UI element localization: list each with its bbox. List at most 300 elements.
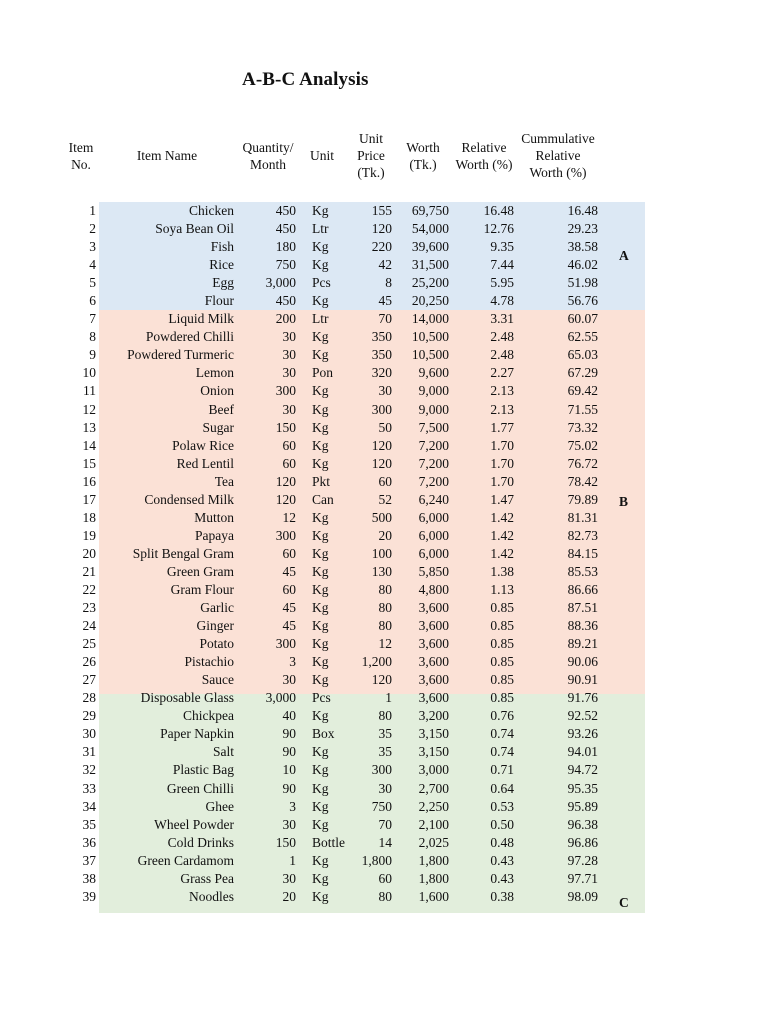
quantity-cell: 60 xyxy=(282,581,296,597)
worth-cell: 39,600 xyxy=(411,239,449,255)
item-number-cell: 35 xyxy=(82,816,96,832)
worth-cell: 6,000 xyxy=(418,545,449,561)
worth-cell: 31,500 xyxy=(411,257,449,273)
class-c-label: C xyxy=(619,895,629,910)
quantity-cell: 30 xyxy=(282,329,296,345)
relative-worth-cell: 0.85 xyxy=(490,690,514,706)
header-quantity: Quantity/ Month xyxy=(242,140,294,172)
relative-worth-cell: 2.48 xyxy=(490,347,514,363)
quantity-cell: 45 xyxy=(282,618,296,634)
unit-cell: Kg xyxy=(312,401,329,417)
table-row xyxy=(0,328,768,346)
unit-price-cell: 750 xyxy=(371,798,392,814)
item-name-cell: Green Chilli xyxy=(166,780,234,796)
cumulative-worth-cell: 96.86 xyxy=(567,834,598,850)
relative-worth-cell: 0.85 xyxy=(490,600,514,616)
table-row xyxy=(0,617,768,635)
item-number-cell: 24 xyxy=(82,618,96,634)
table-row xyxy=(0,310,768,328)
table-row xyxy=(0,491,768,509)
worth-cell: 20,250 xyxy=(411,293,449,309)
item-name-cell: Cold Drinks xyxy=(167,834,234,850)
item-name-cell: Ginger xyxy=(196,618,234,634)
item-number-cell: 4 xyxy=(89,257,96,273)
unit-price-cell: 30 xyxy=(378,383,392,399)
cumulative-worth-cell: 92.52 xyxy=(567,708,598,724)
unit-price-cell: 45 xyxy=(378,293,392,309)
quantity-cell: 450 xyxy=(275,203,296,218)
item-name-cell: Pistachio xyxy=(184,654,234,670)
item-name-cell: Tea xyxy=(214,473,234,489)
table-row xyxy=(0,346,768,364)
unit-cell: Kg xyxy=(312,654,329,670)
worth-cell: 54,000 xyxy=(411,221,449,237)
quantity-cell: 3,000 xyxy=(265,275,296,291)
quantity-cell: 90 xyxy=(282,780,296,796)
item-name-cell: Fish xyxy=(210,239,234,255)
item-name-cell: Wheel Powder xyxy=(154,816,234,832)
item-number-cell: 38 xyxy=(82,870,96,886)
cumulative-worth-cell: 93.26 xyxy=(567,726,598,742)
quantity-cell: 12 xyxy=(282,509,296,525)
quantity-cell: 1 xyxy=(289,852,296,868)
cumulative-worth-cell: 89.21 xyxy=(567,636,598,652)
quantity-cell: 200 xyxy=(275,311,296,327)
cumulative-worth-cell: 71.55 xyxy=(567,401,598,417)
relative-worth-cell: 1.77 xyxy=(490,419,514,435)
item-name-cell: Chicken xyxy=(189,203,234,218)
relative-worth-cell: 1.70 xyxy=(490,455,514,471)
item-number-cell: 32 xyxy=(82,762,96,778)
cumulative-worth-cell: 96.38 xyxy=(567,816,598,832)
unit-price-cell: 12 xyxy=(378,636,392,652)
cumulative-worth-cell: 65.03 xyxy=(567,347,598,363)
cumulative-worth-cell: 84.15 xyxy=(567,545,598,561)
item-number-cell: 22 xyxy=(82,581,96,597)
table-row xyxy=(0,382,768,400)
unit-price-cell: 320 xyxy=(371,365,392,381)
cumulative-worth-cell: 97.28 xyxy=(567,852,598,868)
quantity-cell: 300 xyxy=(275,636,296,652)
table-row xyxy=(0,364,768,382)
cumulative-worth-cell: 86.66 xyxy=(567,581,598,597)
table-row xyxy=(0,274,768,292)
unit-price-cell: 1 xyxy=(385,690,392,706)
table-row xyxy=(0,563,768,581)
cumulative-worth-cell: 75.02 xyxy=(567,437,598,453)
unit-price-cell: 35 xyxy=(378,744,392,760)
item-name-cell: Polaw Rice xyxy=(172,437,234,453)
table-row xyxy=(0,852,768,870)
cumulative-worth-cell: 56.76 xyxy=(567,293,598,309)
relative-worth-cell: 2.48 xyxy=(490,329,514,345)
table-row xyxy=(0,743,768,761)
class-a-label: A xyxy=(619,248,629,263)
quantity-cell: 60 xyxy=(282,437,296,453)
cumulative-worth-cell: 29.23 xyxy=(567,221,598,237)
item-number-cell: 7 xyxy=(89,311,96,327)
item-number-cell: 15 xyxy=(82,455,96,471)
worth-cell: 1,800 xyxy=(418,852,449,868)
cumulative-worth-cell: 87.51 xyxy=(567,600,598,616)
unit-cell: Kg xyxy=(312,203,329,218)
item-name-cell: Onion xyxy=(200,383,234,399)
unit-price-cell: 70 xyxy=(378,816,392,832)
quantity-cell: 300 xyxy=(275,527,296,543)
item-name-cell: Mutton xyxy=(194,509,234,525)
unit-price-cell: 130 xyxy=(371,563,392,579)
relative-worth-cell: 5.95 xyxy=(490,275,514,291)
item-number-cell: 1 xyxy=(89,203,96,218)
cumulative-worth-cell: 95.35 xyxy=(567,780,598,796)
quantity-cell: 40 xyxy=(282,708,296,724)
table-row xyxy=(0,599,768,617)
item-name-cell: Powdered Turmeric xyxy=(127,347,234,363)
table-row xyxy=(0,707,768,725)
worth-cell: 3,600 xyxy=(418,654,449,670)
quantity-cell: 3,000 xyxy=(265,690,296,706)
worth-cell: 7,200 xyxy=(418,473,449,489)
unit-price-cell: 120 xyxy=(371,221,392,237)
relative-worth-cell: 0.43 xyxy=(490,870,514,886)
item-name-cell: Green Gram xyxy=(166,563,234,579)
item-name-cell: Beef xyxy=(208,401,234,417)
worth-cell: 25,200 xyxy=(411,275,449,291)
item-name-cell: Gram Flour xyxy=(170,581,234,597)
item-name-cell: Soya Bean Oil xyxy=(155,221,234,237)
item-number-cell: 30 xyxy=(82,726,96,742)
quantity-cell: 30 xyxy=(282,870,296,886)
quantity-cell: 30 xyxy=(282,347,296,363)
unit-cell: Kg xyxy=(312,852,329,868)
cumulative-worth-cell: 51.98 xyxy=(567,275,598,291)
unit-price-cell: 80 xyxy=(378,708,392,724)
quantity-cell: 120 xyxy=(275,473,296,489)
unit-cell: Kg xyxy=(312,545,329,561)
quantity-cell: 150 xyxy=(275,419,296,435)
item-number-cell: 25 xyxy=(82,636,96,652)
header-worth: Worth (Tk.) xyxy=(406,140,440,172)
table-row xyxy=(0,202,768,220)
unit-price-cell: 120 xyxy=(371,672,392,688)
item-number-cell: 21 xyxy=(82,563,96,579)
unit-price-cell: 155 xyxy=(371,203,392,218)
header-unit-price: Unit Price (Tk.) xyxy=(357,131,385,180)
quantity-cell: 60 xyxy=(282,545,296,561)
header-item-name: Item Name xyxy=(136,148,198,163)
worth-cell: 2,700 xyxy=(418,780,449,796)
quantity-cell: 45 xyxy=(282,600,296,616)
item-name-cell: Lemon xyxy=(195,365,234,381)
unit-cell: Kg xyxy=(312,708,329,724)
item-name-cell: Garlic xyxy=(200,600,234,616)
item-number-cell: 16 xyxy=(82,473,96,489)
worth-cell: 4,800 xyxy=(418,581,449,597)
unit-cell: Kg xyxy=(312,257,329,273)
worth-cell: 10,500 xyxy=(411,347,449,363)
table-row xyxy=(0,419,768,437)
cumulative-worth-cell: 69.42 xyxy=(567,383,598,399)
unit-cell: Kg xyxy=(312,672,329,688)
relative-worth-cell: 0.50 xyxy=(490,816,514,832)
unit-cell: Kg xyxy=(312,816,329,832)
quantity-cell: 150 xyxy=(275,834,296,850)
cumulative-worth-cell: 16.48 xyxy=(567,203,598,218)
item-number-cell: 31 xyxy=(82,744,96,760)
unit-price-cell: 8 xyxy=(385,275,392,291)
worth-cell: 1,600 xyxy=(418,888,449,904)
quantity-cell: 90 xyxy=(282,726,296,742)
table-row xyxy=(0,671,768,689)
item-number-cell: 14 xyxy=(82,437,96,453)
table-row xyxy=(0,798,768,816)
worth-cell: 3,600 xyxy=(418,636,449,652)
header-relative-worth: Relative Worth (%) xyxy=(455,140,513,172)
worth-cell: 6,000 xyxy=(418,527,449,543)
quantity-cell: 750 xyxy=(275,257,296,273)
table-row xyxy=(0,527,768,545)
quantity-cell: 30 xyxy=(282,365,296,381)
unit-cell: Pcs xyxy=(312,275,331,291)
cumulative-worth-cell: 90.06 xyxy=(567,654,598,670)
quantity-cell: 10 xyxy=(282,762,296,778)
table-row xyxy=(0,834,768,852)
cumulative-worth-cell: 97.71 xyxy=(567,870,598,886)
item-name-cell: Condensed Milk xyxy=(144,491,234,507)
item-name-cell: Sauce xyxy=(201,672,234,688)
unit-price-cell: 52 xyxy=(378,491,392,507)
table-row xyxy=(0,509,768,527)
item-name-cell: Grass Pea xyxy=(180,870,234,886)
unit-price-cell: 14 xyxy=(378,834,392,850)
unit-cell: Kg xyxy=(312,762,329,778)
unit-price-cell: 60 xyxy=(378,473,392,489)
unit-price-cell: 42 xyxy=(378,257,392,273)
item-name-cell: Egg xyxy=(212,275,234,291)
item-name-cell: Noodles xyxy=(189,888,234,904)
item-name-cell: Paper Napkin xyxy=(160,726,234,742)
unit-price-cell: 80 xyxy=(378,618,392,634)
unit-cell: Kg xyxy=(312,798,329,814)
table-row xyxy=(0,725,768,743)
unit-cell: Kg xyxy=(312,581,329,597)
relative-worth-cell: 1.70 xyxy=(490,473,514,489)
unit-cell: Can xyxy=(312,491,334,507)
quantity-cell: 3 xyxy=(289,654,296,670)
table-row xyxy=(0,888,768,906)
table-row xyxy=(0,689,768,707)
worth-cell: 5,850 xyxy=(418,563,449,579)
cumulative-worth-cell: 95.89 xyxy=(567,798,598,814)
item-name-cell: Liquid Milk xyxy=(168,311,234,327)
item-name-cell: Split Bengal Gram xyxy=(132,545,234,561)
quantity-cell: 3 xyxy=(289,798,296,814)
unit-cell: Kg xyxy=(312,780,329,796)
unit-cell: Kg xyxy=(312,239,329,255)
relative-worth-cell: 1.47 xyxy=(490,491,514,507)
quantity-cell: 300 xyxy=(275,383,296,399)
worth-cell: 69,750 xyxy=(411,203,449,218)
table-row xyxy=(0,437,768,455)
worth-cell: 7,200 xyxy=(418,455,449,471)
worth-cell: 3,150 xyxy=(418,726,449,742)
item-name-cell: Sugar xyxy=(202,419,234,435)
item-number-cell: 26 xyxy=(82,654,96,670)
unit-cell: Kg xyxy=(312,347,329,363)
unit-price-cell: 70 xyxy=(378,311,392,327)
relative-worth-cell: 1.42 xyxy=(490,509,514,525)
class-b-label: B xyxy=(619,494,629,509)
item-number-cell: 18 xyxy=(82,509,96,525)
relative-worth-cell: 0.76 xyxy=(490,708,514,724)
relative-worth-cell: 0.74 xyxy=(490,744,514,760)
cumulative-worth-cell: 67.29 xyxy=(567,365,598,381)
relative-worth-cell: 0.74 xyxy=(490,726,514,742)
relative-worth-cell: 2.27 xyxy=(490,365,514,381)
worth-cell: 2,100 xyxy=(418,816,449,832)
item-number-cell: 36 xyxy=(82,834,96,850)
worth-cell: 3,200 xyxy=(418,708,449,724)
relative-worth-cell: 9.35 xyxy=(490,239,514,255)
unit-cell: Pon xyxy=(312,365,334,381)
cumulative-worth-cell: 46.02 xyxy=(567,257,598,273)
relative-worth-cell: 2.13 xyxy=(490,383,514,399)
header-unit: Unit xyxy=(309,148,334,163)
cumulative-worth-cell: 62.55 xyxy=(567,329,598,345)
unit-price-cell: 80 xyxy=(378,581,392,597)
item-name-cell: Ghee xyxy=(205,798,234,814)
unit-cell: Kg xyxy=(312,600,329,616)
unit-price-cell: 350 xyxy=(371,347,392,363)
unit-price-cell: 500 xyxy=(371,509,392,525)
quantity-cell: 180 xyxy=(275,239,296,255)
unit-price-cell: 350 xyxy=(371,329,392,345)
cumulative-worth-cell: 82.73 xyxy=(567,527,598,543)
item-number-cell: 13 xyxy=(82,419,96,435)
cumulative-worth-cell: 85.53 xyxy=(567,563,598,579)
unit-price-cell: 120 xyxy=(371,437,392,453)
item-number-cell: 2 xyxy=(89,221,96,237)
item-number-cell: 19 xyxy=(82,527,96,543)
relative-worth-cell: 0.71 xyxy=(490,762,514,778)
unit-price-cell: 20 xyxy=(378,527,392,543)
item-number-cell: 3 xyxy=(89,239,96,255)
table-row xyxy=(0,292,768,310)
quantity-cell: 60 xyxy=(282,455,296,471)
table-row xyxy=(0,455,768,473)
worth-cell: 7,500 xyxy=(418,419,449,435)
unit-cell: Pkt xyxy=(312,473,331,489)
cumulative-worth-cell: 38.58 xyxy=(567,239,598,255)
relative-worth-cell: 2.13 xyxy=(490,401,514,417)
unit-cell: Ltr xyxy=(312,221,329,237)
worth-cell: 10,500 xyxy=(411,329,449,345)
quantity-cell: 120 xyxy=(275,491,296,507)
relative-worth-cell: 7.44 xyxy=(490,257,514,273)
unit-price-cell: 300 xyxy=(371,401,392,417)
item-name-cell: Flour xyxy=(204,293,234,309)
relative-worth-cell: 0.85 xyxy=(490,672,514,688)
item-number-cell: 27 xyxy=(82,672,96,688)
quantity-cell: 90 xyxy=(282,744,296,760)
item-number-cell: 10 xyxy=(82,365,96,381)
relative-worth-cell: 1.42 xyxy=(490,545,514,561)
table-row xyxy=(0,401,768,419)
table-row xyxy=(0,256,768,274)
item-number-cell: 37 xyxy=(82,852,96,868)
unit-price-cell: 35 xyxy=(378,726,392,742)
unit-price-cell: 300 xyxy=(371,762,392,778)
item-name-cell: Potato xyxy=(199,636,234,652)
worth-cell: 3,000 xyxy=(418,762,449,778)
page-title: A-B-C Analysis xyxy=(242,69,369,90)
unit-price-cell: 1,800 xyxy=(361,852,392,868)
item-name-cell: Disposable Glass xyxy=(140,690,234,706)
relative-worth-cell: 0.85 xyxy=(490,654,514,670)
cumulative-worth-cell: 90.91 xyxy=(567,672,598,688)
table-row xyxy=(0,870,768,888)
item-number-cell: 34 xyxy=(82,798,96,814)
unit-cell: Box xyxy=(312,726,335,742)
item-number-cell: 11 xyxy=(83,383,96,399)
cumulative-worth-cell: 94.72 xyxy=(567,762,598,778)
worth-cell: 3,600 xyxy=(418,618,449,634)
worth-cell: 2,025 xyxy=(418,834,449,850)
unit-price-cell: 60 xyxy=(378,870,392,886)
unit-cell: Kg xyxy=(312,437,329,453)
unit-cell: Kg xyxy=(312,509,329,525)
unit-cell: Kg xyxy=(312,636,329,652)
unit-price-cell: 50 xyxy=(378,419,392,435)
table-row xyxy=(0,473,768,491)
worth-cell: 7,200 xyxy=(418,437,449,453)
unit-cell: Kg xyxy=(312,527,329,543)
relative-worth-cell: 0.53 xyxy=(490,798,514,814)
cumulative-worth-cell: 76.72 xyxy=(567,455,598,471)
item-number-cell: 9 xyxy=(89,347,96,363)
unit-cell: Kg xyxy=(312,293,329,309)
cumulative-worth-cell: 81.31 xyxy=(567,509,598,525)
unit-cell: Kg xyxy=(312,419,329,435)
item-number-cell: 28 xyxy=(82,690,96,706)
table-row xyxy=(0,581,768,599)
item-name-cell: Plastic Bag xyxy=(172,762,234,778)
unit-cell: Pcs xyxy=(312,690,331,706)
table-row xyxy=(0,816,768,834)
item-name-cell: Powdered Chilli xyxy=(145,329,234,345)
table-row xyxy=(0,238,768,256)
table-row xyxy=(0,780,768,798)
unit-price-cell: 220 xyxy=(371,239,392,255)
relative-worth-cell: 0.48 xyxy=(490,834,514,850)
unit-cell: Kg xyxy=(312,383,329,399)
worth-cell: 14,000 xyxy=(411,311,449,327)
unit-price-cell: 1,200 xyxy=(361,654,392,670)
cumulative-worth-cell: 98.09 xyxy=(567,888,598,904)
relative-worth-cell: 3.31 xyxy=(490,311,514,327)
relative-worth-cell: 1.13 xyxy=(490,581,514,597)
unit-cell: Kg xyxy=(312,870,329,886)
item-name-cell: Papaya xyxy=(195,527,234,543)
item-number-cell: 39 xyxy=(82,888,96,904)
item-number-cell: 20 xyxy=(82,545,96,561)
quantity-cell: 30 xyxy=(282,816,296,832)
table-row xyxy=(0,545,768,563)
quantity-cell: 30 xyxy=(282,672,296,688)
unit-cell: Kg xyxy=(312,744,329,760)
unit-cell: Kg xyxy=(312,563,329,579)
quantity-cell: 45 xyxy=(282,563,296,579)
